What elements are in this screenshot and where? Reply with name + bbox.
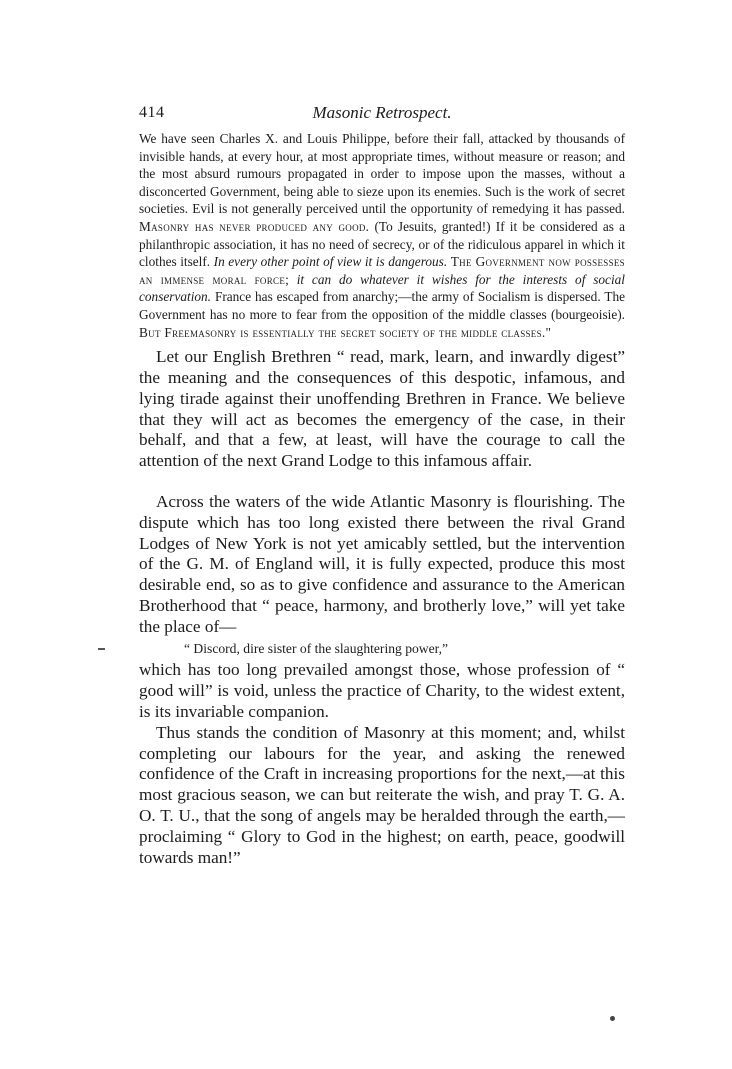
page-header [139,104,625,130]
verse-quotation: “ Discord, dire sister of the slaughtering power,” [184,641,449,657]
quote-text-1: We have seen Charles X. and Louis Philippe, before their fall, attacked by thousands of invisible hands, at every hour, at most appropriate times, without measure or reason; and the most absurd rumours propagated in order to impose upon the masses, without a disconcerted Government, being able to sieze upon its enemies. Such is the work of secret societies. Evil is not generally perceived until the opportunity of remedying it has passed. [139,131,625,217]
paragraph-conclusion: Thus stands the condition of Masonry at this moment; and, whilst completing our labours for the year, and asking the renewed confidence of the Craft in increasing proportions for the next,—at this most gracious season, we can but reiterate the wish, and pray T. G. A. O. T. U., that the song of angels may be heralded through the earth,—proclaiming “ Glory to God in the highest; on earth, peace, goodwill towards man!” [139,722,625,867]
quote-small-caps-3: But Freemasonry is essentially the secret society of the middle classes. [139,324,546,340]
quoted-extract [139,130,625,341]
paragraph-english-brethren: Let our English Brethren “ read, mark, learn, and inwardly digest” the meaning and the consequences of this despotic, infamous, and lying tirade against their unoffending Brethren in France. We believe that they will act as becomes the emergency of the case, in their behalf, and that a few, at least, will have the courage to call the attention of the next Grand Lodge to this infamous affair. [139,347,625,471]
quote-italic-1: In every other point of view it is dangerous. [213,254,448,270]
quote-text-2: (To Jesuits, granted!) If it be considered as a philanthropic association, it has no need of secrecy, or of the ridiculous apparel in which it clothes itself. [139,218,625,270]
quote-text-4: ; [285,271,297,287]
paragraph-good-will: which has too long prevailed amongst those, whose profession of “ good will” is void, unless the practice of Charity, to the widest extent, is its invariable companion. [139,660,625,722]
quote-italic-2: it can do whatever it wishes for the interests of social conservation. [139,271,625,305]
page-number: 414 [139,104,165,121]
quote-small-caps-1: Masonry has never produced any good. [139,218,370,234]
running-title: Masonic Retrospect. [312,103,452,122]
quote-text-6: " [545,324,551,340]
quote-text-5: France has escaped from anarchy;—the army of Socialism is dispersed. The Government has no more to fear from the opposition of the middle classes (bourgeoisie). [139,289,625,322]
paragraph-atlantic: Across the waters of the wide Atlantic Masonry is flourishing. The dispute which has too long existed there between the rival Grand Lodges of New York is not yet amicably settled, but the intervention of the G. M. of England will, it is fully expected, produce this most desirable end, so as to give confidence and assurance to the American Brotherhood that “ peace, harmony, and brotherly love,” will yet take the place of— [139,491,625,636]
margin-dash-mark [98,648,105,650]
quote-small-caps-2: The Government now possesses an immense moral force [139,254,625,287]
book-page [139,104,625,868]
ink-speck [610,1016,615,1021]
